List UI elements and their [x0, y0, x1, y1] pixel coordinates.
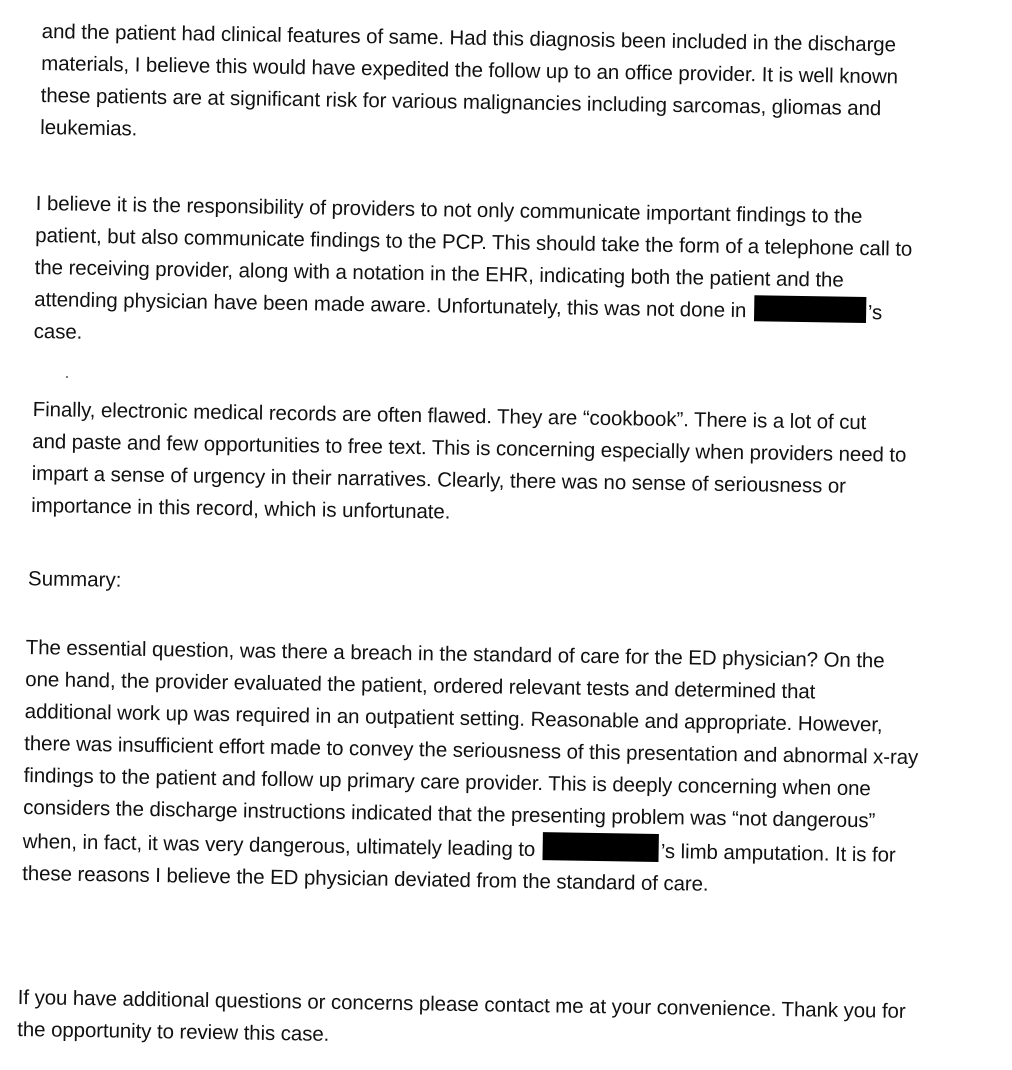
- text-line: patient, but also communicate findings to the PCP. This should take the form of a telephone call to: [35, 223, 913, 261]
- text-line: and the patient had clinical features of same. Had this diagnosis been included in the discharge: [41, 19, 897, 57]
- paragraph-closing: [17, 982, 906, 1060]
- paragraph-emr: [31, 394, 907, 536]
- text-line: and paste and few opportunities to free text. This is concerning especially when providers need to: [32, 429, 907, 467]
- text-line: one hand, the provider evaluated the patient, ordered relevant tests and determined that: [25, 667, 816, 704]
- text-line: impart a sense of urgency in their narratives. Clearly, there was no sense of seriousness or: [31, 461, 847, 498]
- paragraph-diagnosis: [40, 16, 899, 157]
- text-line: findings to the patient and follow up primary care provider. This is deeply concerning when one: [23, 763, 871, 801]
- text-line: Finally, electronic medical records are often flawed. They are “cookbook”. There is a lot of cut: [32, 397, 867, 435]
- text-fragment: ’s: [867, 301, 883, 325]
- text-fragment: attending physician have been made aware. Unfortunately, this was not done in: [34, 287, 747, 323]
- redaction-bar: [543, 832, 659, 862]
- text-line: the receiving provider, along with a notation in the EHR, indicating both the patient and the: [34, 255, 844, 292]
- redaction-bar: [754, 295, 866, 323]
- text-line: materials, I believe this would have expedited the follow up to an office provider. It is well known: [41, 51, 899, 89]
- text-line: the opportunity to review this case.: [17, 1017, 330, 1046]
- paragraph-responsibility: [33, 188, 912, 362]
- text-line: leukemias.: [40, 115, 138, 141]
- text-line: If you have additional questions or concerns please contact me at your convenience. Thank you for: [17, 985, 906, 1023]
- text-line: these patients are at significant risk for various malignancies including sarcomas, gliomas and: [40, 83, 882, 121]
- paragraph-summary: [22, 632, 920, 904]
- text-line: The essential question, was there a breach in the standard of care for the ED physician? On the: [25, 635, 885, 673]
- scan-speck: [66, 376, 68, 378]
- text-line: there was insufficient effort made to convey the seriousness of this presentation and abnormal x-ray: [24, 731, 919, 770]
- text-fragment: when, in fact, it was very dangerous, ultimately leading to: [22, 829, 536, 862]
- text-line: I believe it is the responsibility of providers to not only communicate important findings to the: [35, 191, 863, 228]
- text-line: considers the discharge instructions indicated that the presenting problem was “not dangerous”: [23, 795, 876, 833]
- summary-heading: Summary:: [27, 567, 122, 592]
- text-line: additional work up was required in an outpatient setting. Reasonable and appropriate. However,: [24, 699, 883, 737]
- text-line: these reasons I believe the ED physician deviated from the standard of care.: [22, 861, 709, 896]
- text-line: importance in this record, which is unfortunate.: [31, 493, 451, 524]
- text-fragment: ’s limb amputation. It is for: [660, 839, 896, 867]
- text-line: case.: [33, 319, 83, 344]
